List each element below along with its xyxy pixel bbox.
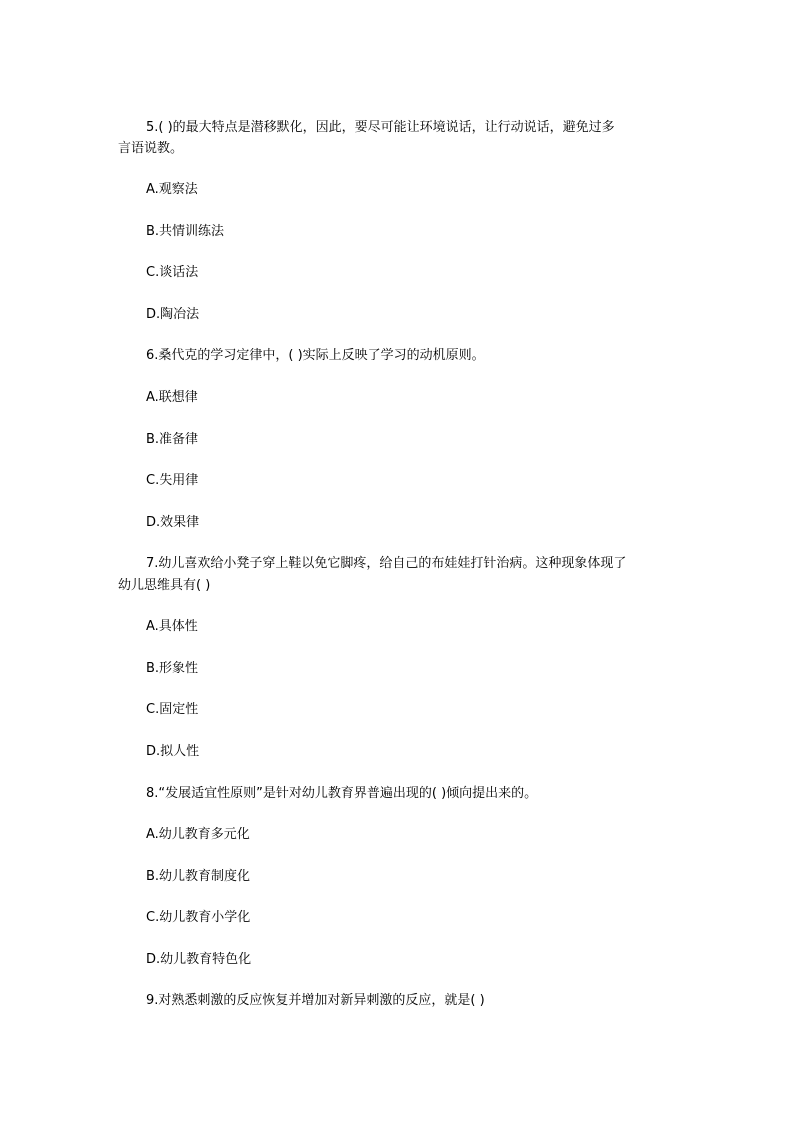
question-9-stem-line-1: 9.对熟悉刺激的反应恢复并增加对新异刺激的反应，就是( ) — [146, 993, 485, 1008]
question-7-option-b: B.形象性 — [146, 661, 199, 676]
question-8-stem-line-1: 8.“发展适宜性原则”是针对幼儿教育界普遍出现的( )倾向提出来的。 — [146, 786, 538, 801]
question-8-option-b: B.幼儿教育制度化 — [146, 869, 251, 884]
question-5-option-a: A.观察法 — [146, 182, 198, 197]
question-7-option-a: A.具体性 — [146, 619, 198, 634]
question-5-option-b: B.共情训练法 — [146, 224, 225, 239]
question-6-option-d: D.效果律 — [146, 515, 200, 530]
question-7-stem-line-1: 7.幼儿喜欢给小凳子穿上鞋以免它脚疼，给自己的布娃娃打针治病。这种现象体现了 — [146, 556, 627, 571]
question-5-stem-line-1: 5.( )的最大特点是潜移默化，因此，要尽可能让环境说话，让行动说话，避免过多 — [146, 120, 615, 135]
question-6-option-a: A.联想律 — [146, 390, 198, 405]
question-6-stem-line-1: 6.桑代克的学习定律中，( )实际上反映了学习的动机原则。 — [146, 348, 485, 363]
question-5-stem-line-2: 言语说教。 — [118, 141, 184, 156]
question-8-option-c: C.幼儿教育小学化 — [146, 910, 251, 925]
question-6-option-c: C.失用律 — [146, 473, 199, 488]
question-8-option-d: D.幼儿教育特色化 — [146, 952, 252, 967]
question-5-option-d: D.陶冶法 — [146, 307, 200, 322]
question-8-option-a: A.幼儿教育多元化 — [146, 827, 250, 842]
question-5-option-c: C.谈话法 — [146, 265, 199, 280]
question-7-option-d: D.拟人性 — [146, 744, 200, 759]
question-6-option-b: B.准备律 — [146, 432, 199, 447]
question-7-stem-line-2: 幼儿思维具有( ) — [118, 578, 211, 593]
question-7-option-c: C.固定性 — [146, 702, 199, 717]
